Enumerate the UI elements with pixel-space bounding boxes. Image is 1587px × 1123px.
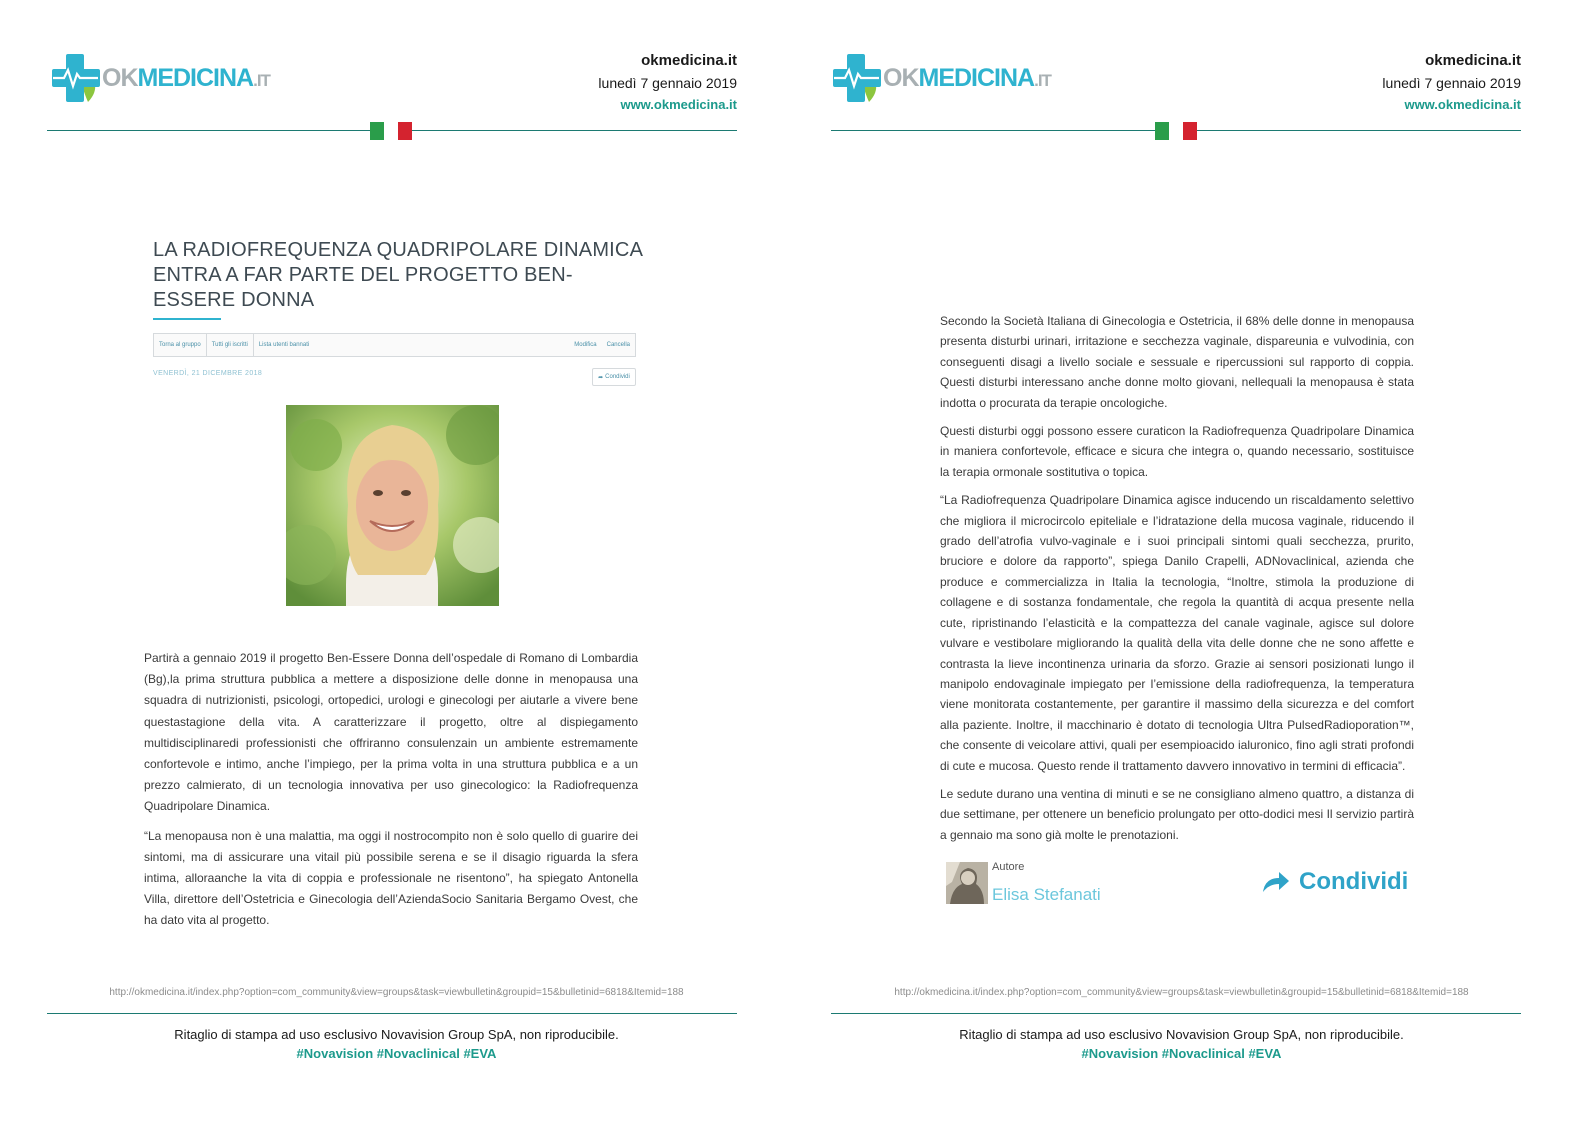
hashtags: #Novavision #Novaclinical #EVA: [1081, 1046, 1282, 1061]
all-members-link[interactable]: Tutti gli iscritti: [207, 334, 254, 356]
article-body-right: [940, 311, 1414, 853]
article-title: LA RADIOFREQUENZA QUADRIPOLARE DINAMICA ENTRA A FAR PARTE DEL PROGETTO BEN-ESSERE DONNA: [153, 239, 643, 311]
author-name-link[interactable]: Elisa Stefanati: [992, 885, 1101, 904]
publication-date: lunedì 7 gennaio 2019: [1382, 75, 1521, 91]
site-name: okmedicina.it: [641, 52, 737, 69]
medical-cross-icon: [831, 50, 887, 106]
paragraph: “La Radiofrequenza Quadripolare Dinamica agisce inducendo un riscaldamento selettivo che migliora il microcircolo epiteliale e l’idratazione della mucosa vaginale, riducendo il grado dell’atrofia vulvo-vaginale e i suoi principali sintomi quali secchezza, prurito, bruciore e dolore da rapporto”, spiega Danilo Crapelli, ADNovaclinical, azienda che produce e commercializza in Italia la tecnologia, “Inoltre, stimola la produzione di collagene e di sostanza fondamentale, che regola la quantità di acqua presente nella cute, ripristinando l’elasticità e la compattezza del canale vaginale, agisce sul dolore vulvare e vestibolare migliorando la qualità della vita delle donne che ne sono affette e contrasta la lieve incontinenza urinaria da sforzo. Grazie ai sensori posizionati lungo il manipolo endovaginale impiegato per l’emissione della radiofrequenza, la temperatura viene monitorata costantemente, per garantire il massimo della sicurezza e del comfort alla paziente. Inoltre, il macchinario è dotato di tecnologia Ultra PulsedRadioporation™, che consente di veicolare attivi, quali per esempioacido ialuronico, fino agli strati profondi di cute e mucosa. Questo rende il trattamento davvero innovativo in termini di efficacia”.: [940, 493, 1414, 773]
footer-rule: [831, 1013, 1521, 1014]
okmedicina-logo[interactable]: [831, 50, 1051, 106]
header-meta: [598, 50, 737, 116]
source-url[interactable]: http://okmedicina.it/index.php?option=com_community&view=groups&task=viewbulletin&groupid=15&bulletinid=6818&Itemid=188: [894, 987, 1469, 998]
paragraph: Partirà a gennaio 2019 il progetto Ben-Essere Donna dell’ospedale di Romano di Lombardia (Bg),la prima struttura pubblica a mettere a disposizione delle donne in menopausa una squadra di nutrizionisti, psicologi, ortopedici, urologi e ginecologi per aiutarle a vivere bene questastagione della vita. A caratterizzare il progetto, oltre al dispiegamento multidisciplinaredi professionisti che offriranno consulenzain un ambiente estremamente confortevole e intimo, anche l’impiego, per la prima volta in una struttura pubblica e a un prezzo calmierato, di un tecnologia innovativa per uso ginecologico: la Radiofrequenza Quadripolare Dinamica.: [144, 651, 638, 814]
paragraph: Questi disturbi oggi possono essere curaticon la Radiofrequenza Quadripolare Dinamica in maniera confortevole, efficace e sicura che integra o, quando necessario, sostituisce la terapia ormonale sostitutiva o topica.: [940, 424, 1414, 479]
share-arrow-icon: [1261, 870, 1291, 894]
article-date: VENERDÌ, 21 DICEMBRE 2018: [153, 370, 263, 377]
article-photo: [286, 405, 499, 606]
edit-link[interactable]: Modifica: [574, 342, 597, 348]
group-toolbar: [153, 333, 636, 357]
share-icon: ➦: [598, 374, 604, 381]
okmedicina-logo[interactable]: [50, 50, 270, 106]
site-name: okmedicina.it: [1425, 52, 1521, 69]
logo-text: OKMEDICINA.IT: [102, 63, 270, 92]
site-url[interactable]: www.okmedicina.it: [1404, 97, 1521, 112]
copyright-notice: Ritaglio di stampa ad uso esclusivo Novavision Group SpA, non riproducibile.: [174, 1027, 619, 1042]
publication-date: lunedì 7 gennaio 2019: [598, 75, 737, 91]
medical-cross-icon: [50, 50, 106, 106]
delete-link[interactable]: Cancella: [606, 342, 630, 348]
copyright-notice: Ritaglio di stampa ad uso esclusivo Novavision Group SpA, non riproducibile.: [959, 1027, 1404, 1042]
article-body-left: [144, 648, 638, 940]
site-url[interactable]: www.okmedicina.it: [620, 97, 737, 112]
italian-flag-icon: [370, 122, 414, 140]
header-meta: [1382, 50, 1521, 116]
hashtags: #Novavision #Novaclinical #EVA: [296, 1046, 497, 1061]
italian-flag-icon: [1155, 122, 1199, 140]
share-button-small[interactable]: ➦ Condividi: [592, 368, 636, 386]
back-to-group-link[interactable]: Torna al gruppo: [154, 334, 207, 356]
paragraph: Secondo la Società Italiana di Ginecologia e Ostetricia, il 68% delle donne in menopausa presenta disturbi urinari, irritazione e secchezza vaginale, dispareunia e vulvodinia, con conseguenti disagi a livello sociale e sessuale e ripercussioni sul rapporto di coppia. Questi disturbi interessano anche donne molto giovani, nellequali la menopausa è stata indotta o procurata da terapie oncologiche.: [940, 314, 1414, 410]
title-underline: [153, 318, 221, 320]
footer-rule: [47, 1013, 737, 1014]
paragraph: Le sedute durano una ventina di minuti e se ne consigliano almeno quattro, a distanza di due settimane, per ottenere un beneficio prolungato per otto-dodici mesi Il servizio partirà a gennaio ma sono già molte le prenotazioni.: [940, 786, 1414, 842]
logo-text: OKMEDICINA.IT: [883, 63, 1051, 92]
banned-users-link[interactable]: Lista utenti bannati: [258, 342, 310, 348]
page-left: [0, 0, 793, 1123]
share-button[interactable]: Condividi: [1261, 868, 1408, 896]
author-avatar[interactable]: [946, 862, 988, 904]
source-url[interactable]: http://okmedicina.it/index.php?option=com_community&view=groups&task=viewbulletin&groupid=15&bulletinid=6818&Itemid=188: [109, 987, 684, 998]
paragraph: “La menopausa non è una malattia, ma oggi il nostrocompito non è solo quello di guarire dei sintomi, ma di assicurare una vitail più possibile serena e se il disagio riguarda la sfera intima, alloraanche la vita di coppia e professionale ne risentono”, ha spiegato Antonella Villa, direttore dell’Ostetricia e Ginecologia dell’AziendaSocio Sanitaria Bergamo Ovest, che ha dato vita al progetto.: [144, 828, 638, 928]
page-right: [793, 0, 1586, 1123]
author-label: Autore: [992, 861, 1025, 873]
